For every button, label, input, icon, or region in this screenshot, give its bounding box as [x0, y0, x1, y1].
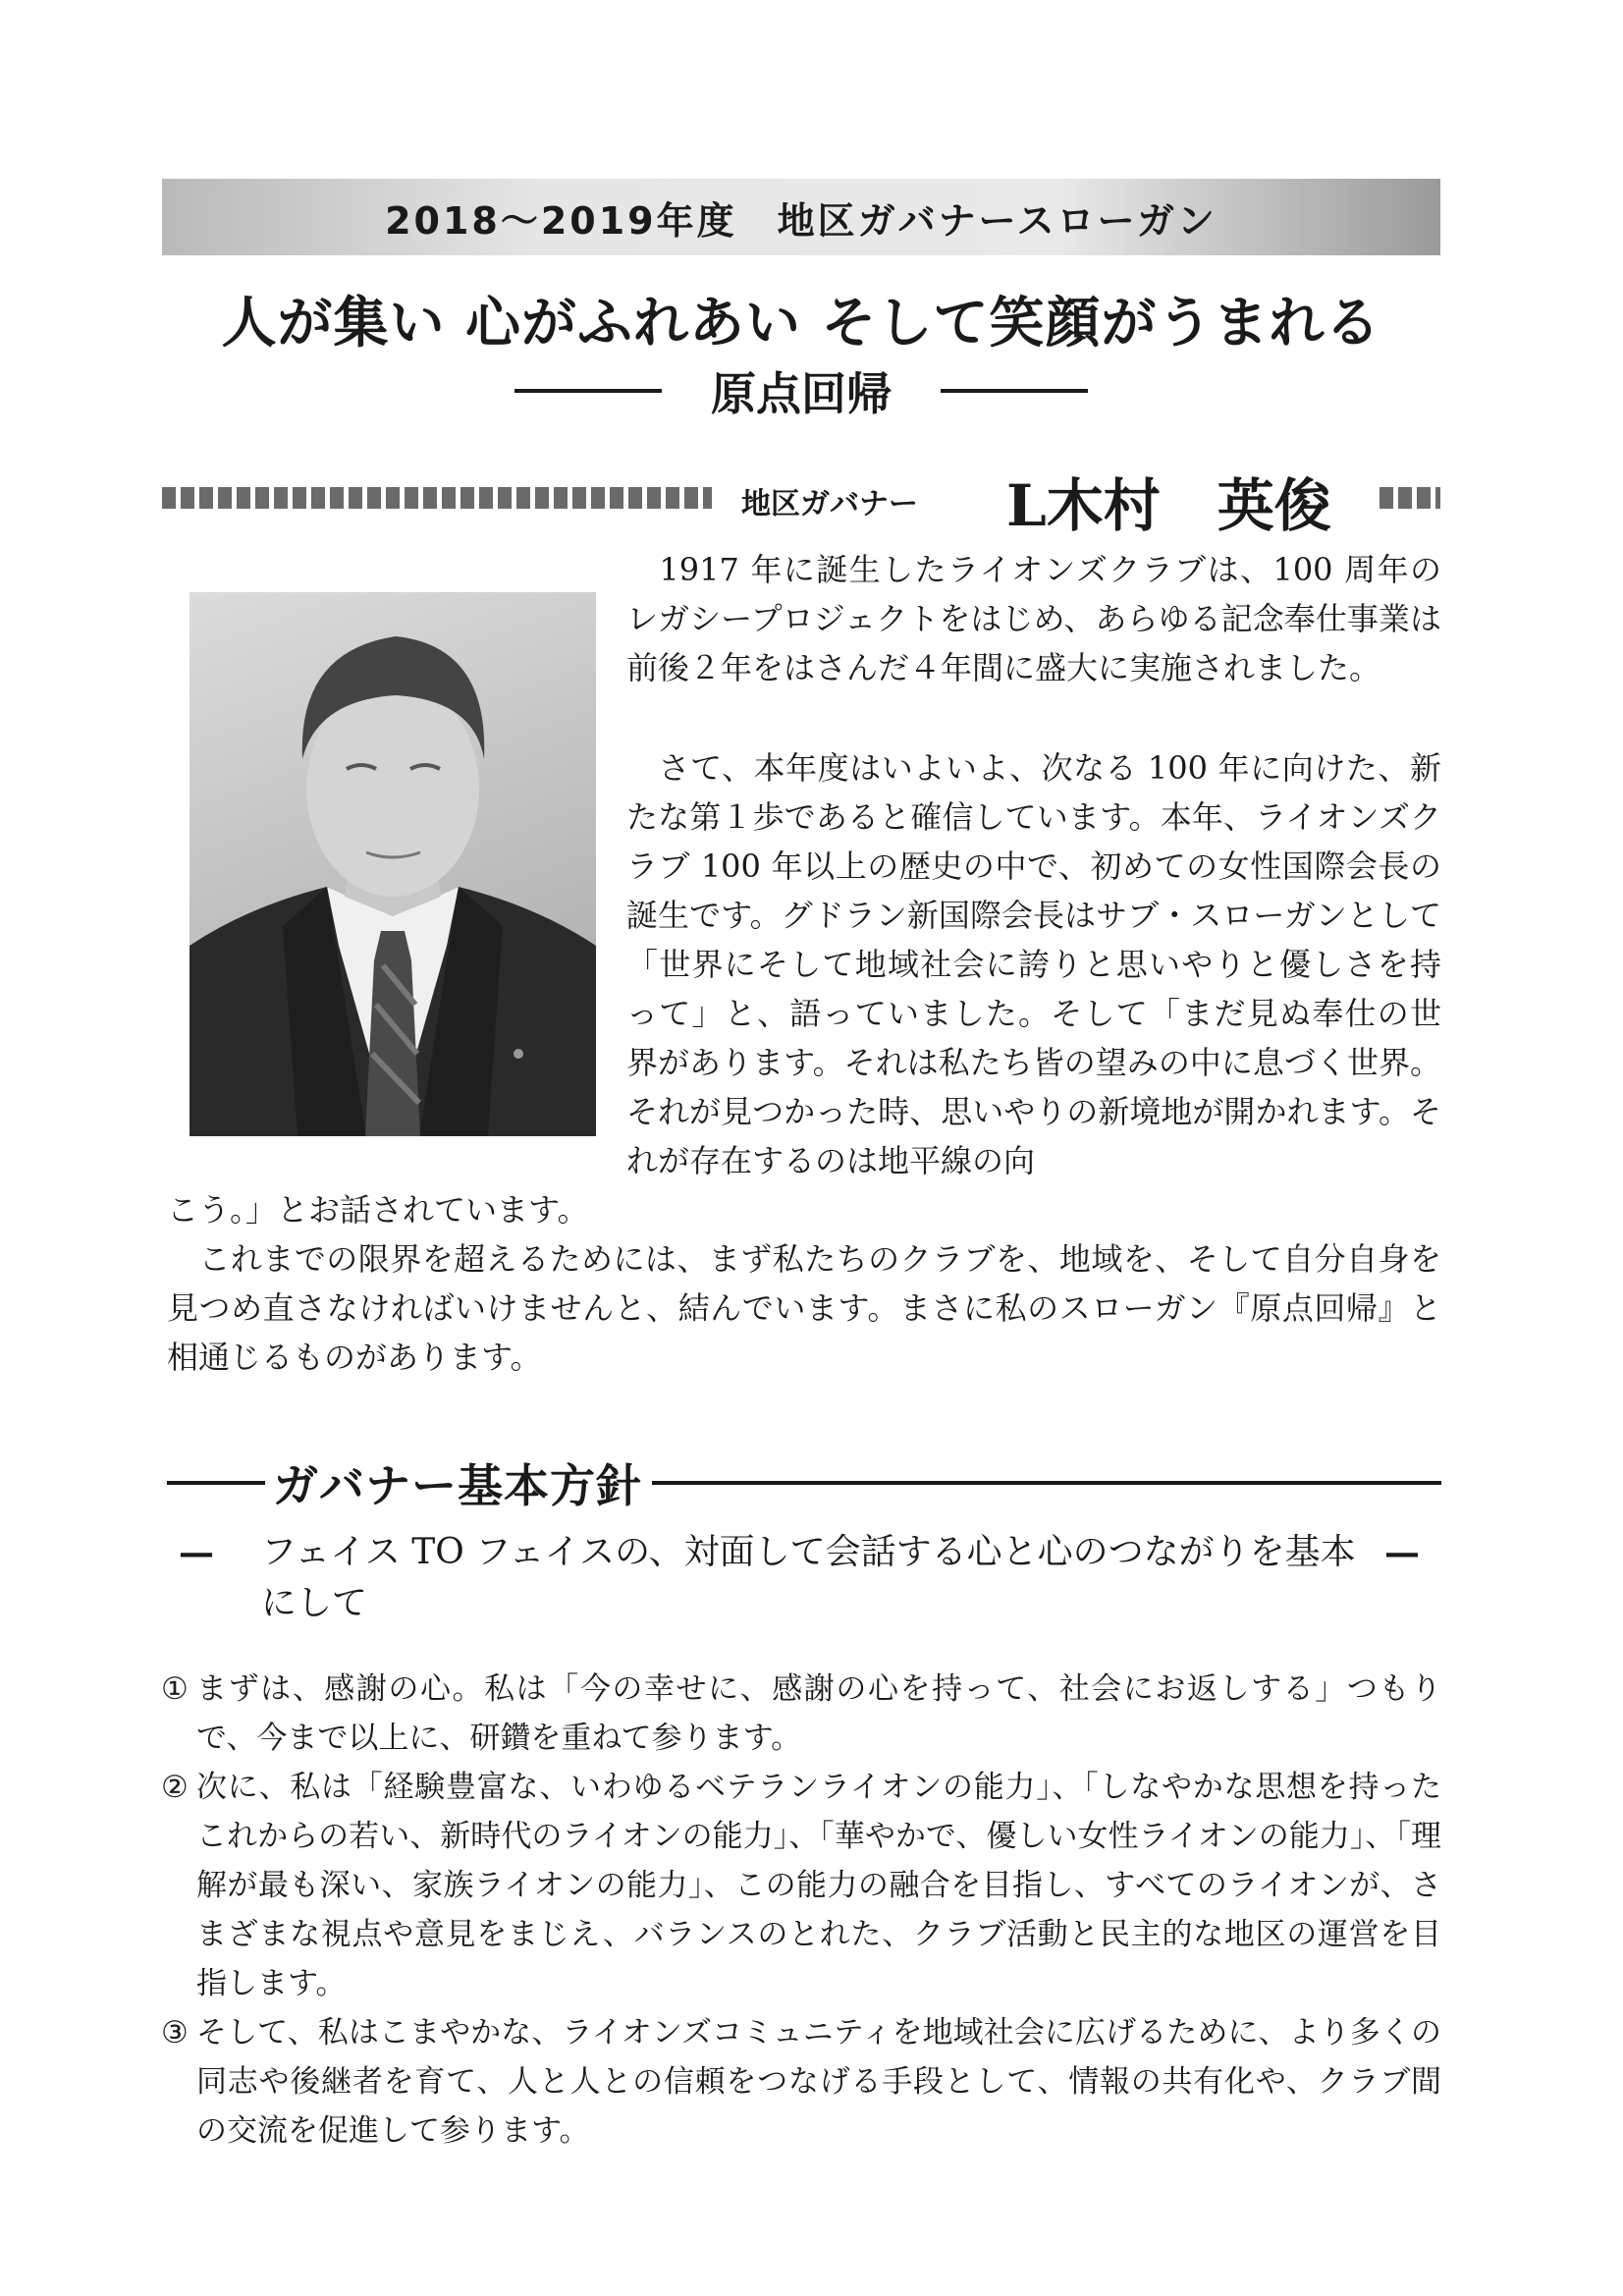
- list-item: [161, 1763, 1441, 2008]
- main-slogan: 人が集い 心がふれあい そして笑顔がうまれる: [221, 291, 1381, 355]
- list-item-text: まずは、感謝の心。私は「今の幸せに、感謝の心を持って、社会にお返しする」つもりで、今まで以上に、研鑽を重ねて参ります。: [196, 1671, 1441, 1756]
- dotted-bar-right: [1380, 487, 1440, 509]
- list-item-number: ②: [161, 1770, 189, 1805]
- basis-dash-left: —: [179, 1532, 214, 1573]
- portrait-illustration: [189, 592, 596, 1136]
- list-item: [161, 2008, 1441, 2156]
- list-item-text: そして、私はこまやかな、ライオンズコミュニティを地域社会に広げるために、より多くの同志や後継者を育て、人と人との信頼をつなげる手段として、情報の共有化や、クラブ間の交流を促進して参ります。: [196, 2015, 1441, 2149]
- list-item-number: ③: [161, 2015, 189, 2050]
- sub-slogan-row: [162, 358, 1440, 423]
- heading-rule-left: [167, 1481, 265, 1485]
- policy-heading-row: [167, 1449, 1441, 1517]
- list-item-text: 次に、私は「経験豊富な、いわゆるベテランライオンの能力」、「しなやかな思想を持ったこれからの若い、新時代のライオンの能力」、「華やかで、優しい女性ライオンの能力」、「理解が最も深い、家族ライオンの能力」、この能力の融合を目指し、すべてのライオンが、さまざまな視点や意見をまじえ、バランスのとれた、クラブ活動と民主的な地区の運営を目指します。: [196, 1770, 1441, 2001]
- policy-basis-text: フェイス TO フェイスの、対面して会話する心と心のつながりを基本にして: [261, 1532, 1356, 1623]
- policy-heading: ガバナー基本方針: [273, 1459, 642, 1512]
- sub-slogan: 原点回帰: [711, 367, 892, 420]
- third-paragraph: これまでの限界を超えるためには、まず私たちのクラブを、地域を、そして自分自身を見つめ直さなければいけませんと、結んでいます。まさに私のスローガン『原点回帰』と相通じるものがあります。: [167, 1240, 1441, 1376]
- slogan-banner: 2018～2019年度 地区ガバナースローガン: [162, 179, 1440, 255]
- decorative-rule-left: [514, 389, 662, 393]
- second-paragraph: さて、本年度はいよいよ、次なる 100 年に向けた、新たな第１歩であると確信しています。本年、ライオンズクラブ 100 年以上の歴史の中で、初めての女性国際会長の誕生です。グドラン新国際会長はサブ・スローガンとして「世界にそして地域社会に誇りと思いやりと優しさを持って」と、語っていました。そして「まだ見ぬ奉仕の世界があります。それは私たち皆の望みの中に息づく世界。それが見つかった時、思いやりの新境地が開かれます。それが存在するのは地平線の向: [626, 749, 1441, 1179]
- governor-name: L木村 英俊: [1006, 472, 1331, 539]
- list-item-number: ①: [161, 1671, 189, 1707]
- intro-paragraph: 1917 年に誕生したライオンズクラブは、100 周年のレガシープロジェクトをはじめ、あらゆる記念奉仕事業は前後２年をはさんだ４年間に盛大に実施されました。: [626, 551, 1441, 686]
- dotted-bar-left: [162, 487, 712, 509]
- decorative-rule-right: [941, 389, 1088, 393]
- policy-list: [161, 1665, 1441, 2156]
- heading-rule-right: [652, 1481, 1441, 1485]
- governor-name-bar: [162, 464, 1440, 539]
- governor-role-label: 地区ガバナー: [741, 487, 918, 521]
- second-paragraph-end: こう。」とお話されています。: [167, 1191, 589, 1229]
- list-item: [161, 1665, 1441, 1763]
- governor-portrait-photo: [189, 592, 596, 1136]
- basis-dash-right: —: [1384, 1532, 1420, 1573]
